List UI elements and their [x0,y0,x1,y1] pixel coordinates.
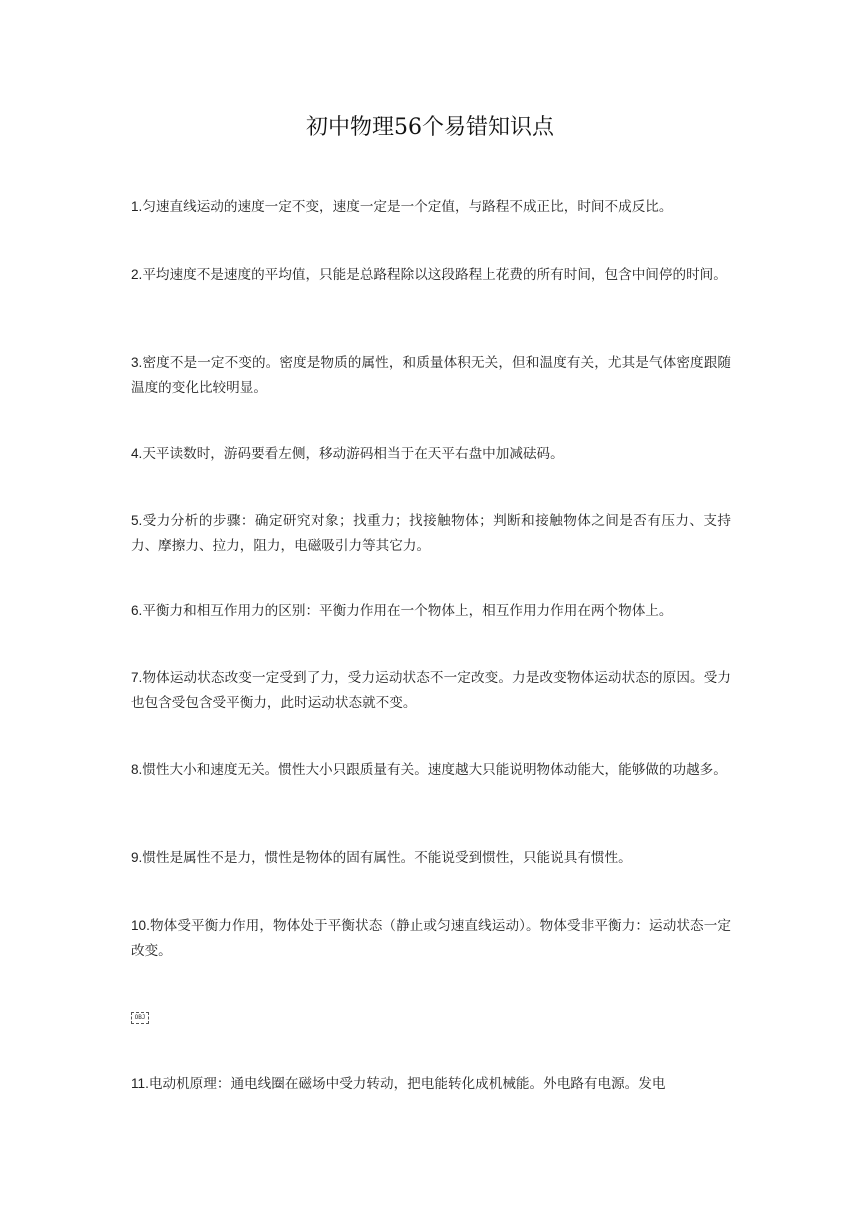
item-number: 6. [131,603,143,618]
item-text: 电动机原理：通电线圈在磁场中受力转动，把电能转化成机械能。外电路有电源。发电 [148,1076,666,1092]
item-text: 平均速度不是速度的平均值，只能是总路程除以这段路程上花费的所有时间，包含中间停的时间。 [142,267,727,283]
item-number: 10. [131,918,150,933]
item-number: 11. [131,1076,149,1091]
list-item [131,913,731,964]
item-text: 物体受平衡力作用，物体处于平衡状态（静止或匀速直线运动）。物体受非平衡力：运动状态一定改变。 [131,918,731,959]
list-item [131,845,731,871]
item-number: 3. [131,355,143,370]
list-item [131,350,731,401]
item-text: 密度不是一定不变的。密度是物质的属性，和质量体积无关，但和温度有关，尤其是气体密度跟随温度的变化比较明显。 [131,355,731,396]
item-number: 4. [131,446,143,461]
item-text: 惯性大小和速度无关。惯性大小只跟质量有关。速度越大只能说明物体动能大，能够做的功越多。 [142,762,727,778]
list-item [131,194,731,220]
item-text: 天平读数时，游码要看左侧，移动游码相当于在天平右盘中加减砝码。 [142,446,564,462]
list-item [131,262,731,288]
object-placeholder-icon: OBJ [131,1012,149,1024]
list-item [131,757,731,783]
item-number: 9. [131,850,143,865]
item-number: 2. [131,267,143,282]
item-text: 平衡力和相互作用力的区别：平衡力作用在一个物体上，相互作用力作用在两个物体上。 [142,603,673,619]
list-item [131,1071,731,1097]
item-text: 匀速直线运动的速度一定不变，速度一定是一个定值，与路程不成正比，时间不成反比。 [142,199,673,215]
item-number: 8. [131,762,143,777]
document-title: 初中物理56个易错知识点 [306,115,554,140]
item-text: 受力分析的步骤：确定研究对象；找重力；找接触物体；判断和接触物体之间是否有压力、支持力、摩擦力、拉力，阻力，电磁吸引力等其它力。 [131,513,731,554]
list-item [131,665,731,716]
list-item [131,508,731,559]
item-text: 物体运动状态改变一定受到了力，受力运动状态不一定改变。力是改变物体运动状态的原因。受力也包含受包含受平衡力，此时运动状态就不变。 [131,670,731,711]
item-text: 惯性是属性不是力，惯性是物体的固有属性。不能说受到惯性，只能说具有惯性。 [142,850,632,866]
list-item [131,441,731,467]
item-number: 1. [131,199,143,214]
item-number: 7. [131,670,143,685]
item-number: 5. [131,513,143,528]
list-item [131,598,731,624]
